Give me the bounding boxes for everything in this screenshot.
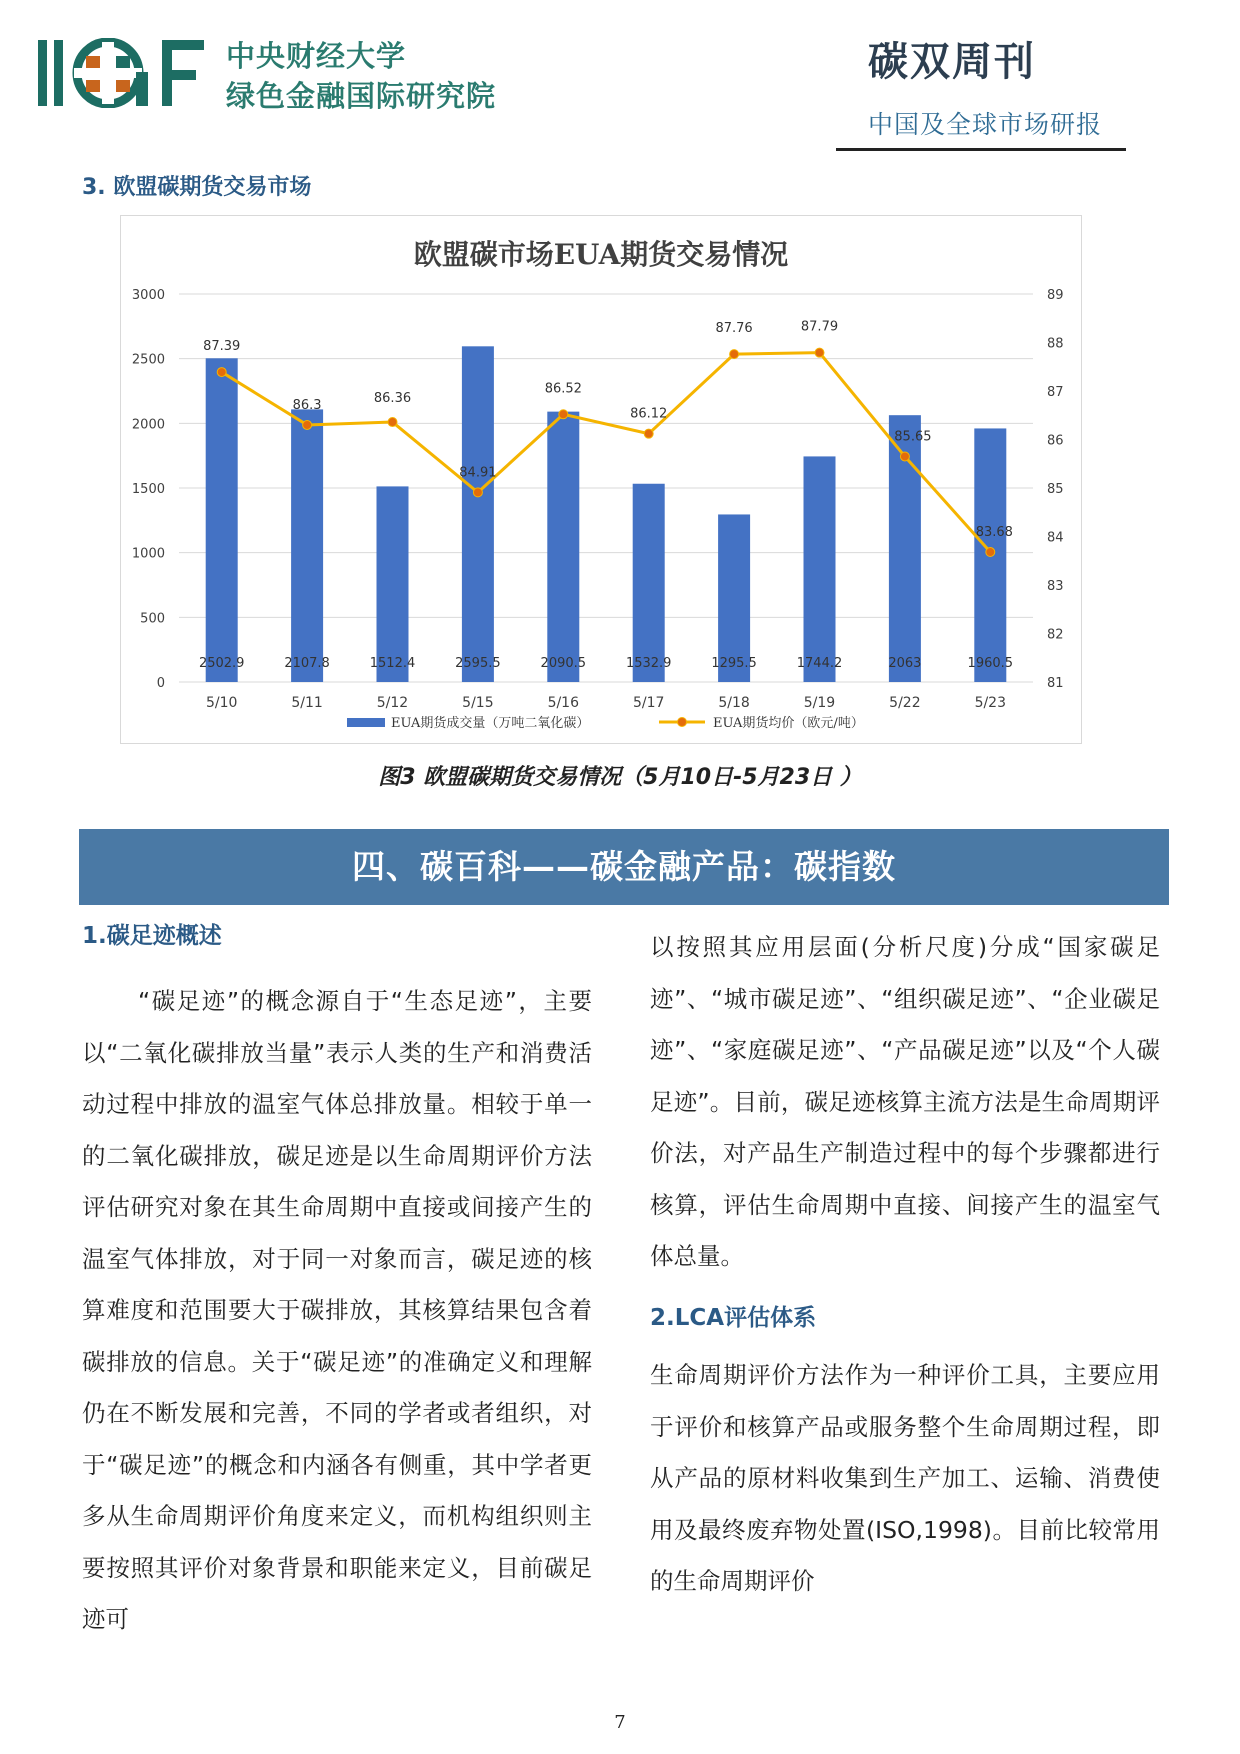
x-tick-label: 5/12 xyxy=(376,695,409,711)
y-left-tick: 3000 xyxy=(131,288,165,303)
x-tick-label: 5/19 xyxy=(803,695,836,711)
price-point xyxy=(900,452,909,461)
price-data-label: 86.52 xyxy=(544,381,582,397)
paragraph-footprint-categories: 以按照其应用层面(分析尺度)分成“国家碳足迹”、“城市碳足迹”、“组织碳足迹”、“企业碳足迹”、“家庭碳足迹”、“产品碳足迹”以及“个人碳足迹”。目前，碳足迹核算主流方法是生命周期评价法，对产品生产制造过程中的每个步骤都进行核算，评估生命周期中直接、间接产生的温室气体总量。 xyxy=(650,933,1160,1270)
bar xyxy=(377,486,409,682)
price-data-label: 87.39 xyxy=(203,339,241,355)
y-right-tick: 82 xyxy=(1047,627,1064,643)
y-left-tick: 0 xyxy=(156,676,165,691)
heading-lca-system: 2.LCA评估体系 xyxy=(650,1304,817,1331)
y-right-tick: 83 xyxy=(1047,579,1064,594)
y-left-tick: 500 xyxy=(140,611,165,627)
chart-title: 欧盟碳市场EUA期货交易情况 xyxy=(413,238,789,271)
paragraph-carbon-footprint: “碳足迹”的概念源自于“生态足迹”，主要以“二氧化碳排放当量”表示人类的生产和消费活动过程中排放的温室气体总排放量。相较于单一的二氧化碳排放，碳足迹是以生命周期评价方法评估研究对象在其生命周期中直接或间接产生的温室气体排放，对于同一对象而言，碳足迹的核算难度和范围要大于碳排放，其核算结果包含着碳排放的信息。关于“碳足迹”的准确定义和理解仍在不断发展和完善，不同的学者或者组织，对于“碳足迹”的概念和内涵各有侧重，其中学者更多从生命周期评价角度来定义，而机构组织则主要按照其评价对象背景和职能来定义，目前碳足迹可 xyxy=(82,987,592,1633)
iigf-logo xyxy=(38,38,204,108)
bar-data-label: 2090.5 xyxy=(540,656,587,671)
price-point xyxy=(559,410,568,419)
x-tick-label: 5/22 xyxy=(889,695,921,711)
bar-data-label: 1295.5 xyxy=(711,656,757,671)
price-data-label: 87.79 xyxy=(800,319,839,335)
y-right-tick: 84 xyxy=(1047,530,1064,546)
price-data-label: 86.36 xyxy=(373,391,412,407)
x-tick-label: 5/18 xyxy=(718,695,750,711)
eua-chart-svg xyxy=(121,216,1081,743)
price-point xyxy=(986,548,995,557)
eua-chart xyxy=(120,215,1082,744)
heading-carbon-footprint-overview: 1.碳足迹概述 xyxy=(82,923,222,949)
price-data-label: 83.68 xyxy=(975,525,1013,541)
y-right-tick: 89 xyxy=(1047,288,1064,303)
price-point xyxy=(473,488,482,497)
y-right-tick: 86 xyxy=(1047,433,1064,449)
bar xyxy=(804,456,836,682)
header-divider xyxy=(836,148,1126,151)
bar-data-label: 1512.4 xyxy=(369,656,416,671)
x-tick-label: 5/16 xyxy=(547,695,580,711)
y-left-tick: 1000 xyxy=(131,546,165,562)
figure-caption: 图3 欧盟碳期货交易情况（5月10日-5月23日 ） xyxy=(378,765,862,790)
bar-data-label: 1744.2 xyxy=(796,656,843,671)
publication-title: 碳双周刊 xyxy=(868,39,1036,85)
price-data-label: 85.65 xyxy=(894,429,932,445)
x-tick-label: 5/23 xyxy=(974,695,1007,711)
y-right-tick: 87 xyxy=(1047,385,1064,400)
x-tick-label: 5/10 xyxy=(205,695,238,711)
bar-data-label: 2107.8 xyxy=(284,656,330,671)
org-name xyxy=(226,36,496,116)
price-data-label: 84.91 xyxy=(459,465,497,481)
legend-line-label: EUA期货均价（欧元/吨） xyxy=(713,716,864,731)
price-point xyxy=(388,418,397,427)
price-data-label: 86.12 xyxy=(630,406,668,422)
bar-data-label: 2502.9 xyxy=(198,656,245,671)
price-point xyxy=(217,368,226,377)
right-column xyxy=(650,922,1160,1608)
bar xyxy=(547,412,579,682)
legend-line-marker xyxy=(678,718,687,727)
x-tick-label: 5/17 xyxy=(632,695,665,711)
price-point xyxy=(815,348,824,357)
y-right-tick: 85 xyxy=(1047,482,1064,497)
y-left-tick: 1500 xyxy=(131,482,165,497)
y-right-tick: 88 xyxy=(1047,336,1064,352)
section-3-heading: 3. 欧盟碳期货交易市场 xyxy=(82,175,312,200)
bar xyxy=(206,358,238,682)
bar xyxy=(633,484,665,682)
bar-data-label: 1532.9 xyxy=(625,656,672,671)
price-point xyxy=(303,420,312,429)
price-point xyxy=(730,350,739,359)
legend-bar-label: EUA期货成交量（万吨二氧化碳） xyxy=(391,716,590,731)
section-4-banner: 四、碳百科——碳金融产品：碳指数 xyxy=(79,829,1169,905)
org-name-line2: 绿色金融国际研究院 xyxy=(226,79,497,113)
bar-data-label: 2595.5 xyxy=(455,656,501,671)
bar xyxy=(291,409,323,682)
page-number: 7 xyxy=(614,1712,626,1733)
x-tick-label: 5/11 xyxy=(291,695,323,711)
x-tick-label: 5/15 xyxy=(462,695,494,711)
price-point xyxy=(644,429,653,438)
bar xyxy=(462,346,494,682)
y-left-tick: 2000 xyxy=(131,417,165,433)
legend-bar-swatch xyxy=(347,718,385,727)
y-left-tick: 2500 xyxy=(131,352,165,368)
bar-data-label: 1960.5 xyxy=(967,656,1014,671)
bar-data-label: 2063 xyxy=(888,656,922,671)
y-right-tick: 81 xyxy=(1047,676,1064,691)
paragraph-lca: 生命周期评价方法作为一种评价工具，主要应用于评价和核算产品或服务整个生命周期过程，即从产品的原材料收集到生产加工、运输、消费使用及最终废弃物处置(ISO,1998)。目前比较常用的生命周期评价 xyxy=(650,1361,1160,1595)
publication-subtitle: 中国及全球市场研报 xyxy=(868,110,1103,139)
org-name-line1: 中央财经大学 xyxy=(226,39,407,73)
left-column xyxy=(82,916,592,1646)
price-line xyxy=(222,353,991,552)
publication-brand xyxy=(868,30,1138,141)
price-data-label: 87.76 xyxy=(715,321,753,337)
price-data-label: 86.3 xyxy=(292,397,322,413)
